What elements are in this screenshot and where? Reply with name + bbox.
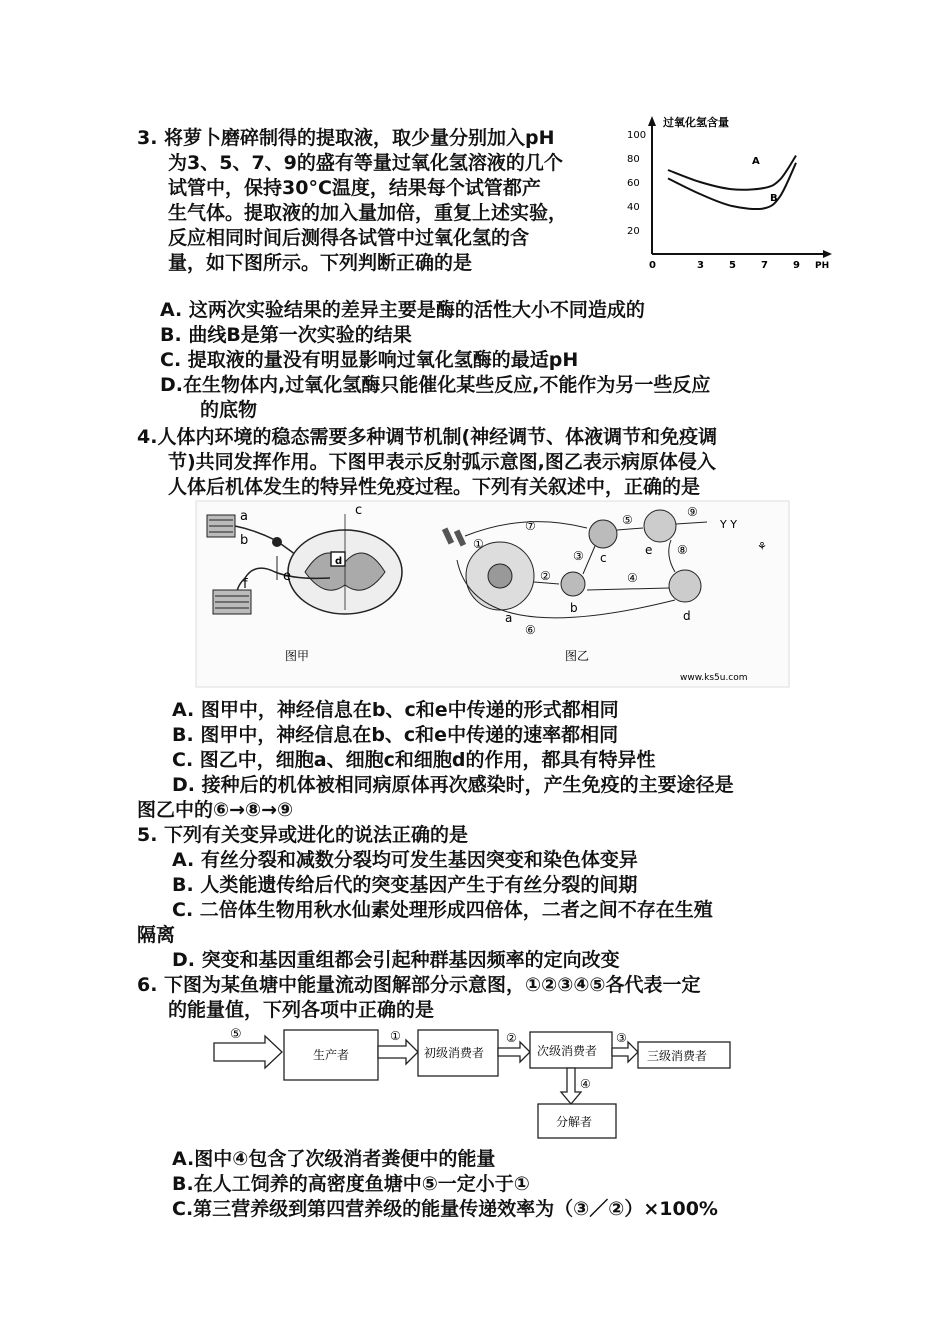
- q5-option-c: C. 二倍体生物用秋水仙素处理形成四倍体，二者之间不存在生殖: [172, 899, 713, 921]
- num-3: ③: [573, 549, 584, 563]
- q3-option-d: D.在生物体内,过氧化氢酶只能催化某些反应,不能作为另一些反应: [160, 374, 711, 396]
- num-4: ④: [627, 571, 638, 585]
- x-tick-label: 3: [697, 260, 704, 271]
- x-tick-label: 9: [793, 260, 800, 271]
- y-tick-label: 60: [627, 178, 640, 189]
- q6-option-a: A.图中④包含了次级消者粪便中的能量: [172, 1148, 496, 1170]
- arrow-5: [214, 1036, 282, 1068]
- q3-stem-line: 试管中，保持30°C温度，结果每个试管都产: [168, 177, 541, 199]
- cell-c-label: c: [600, 551, 607, 565]
- q4-figure: [195, 500, 790, 688]
- arrow-1: [378, 1040, 418, 1064]
- arrow-5-label: ⑤: [230, 1027, 242, 1042]
- q4-stem-line: 4.人体内环境的稳态需要多种调节机制(神经调节、体液调节和免疫调: [137, 426, 718, 448]
- q4-option-d: D. 接种后的机体被相同病原体再次感染时，产生免疫的主要途径是: [172, 774, 734, 796]
- cell-d: [669, 570, 701, 602]
- curve-b-label: B: [770, 193, 778, 204]
- num-8: ⑧: [677, 543, 688, 557]
- q5-option-b: B. 人类能遗传给后代的突变基因产生于有丝分裂的间期: [172, 874, 638, 896]
- watermark: www.ks5u.com: [680, 673, 748, 683]
- letter-c: c: [355, 503, 363, 518]
- num-9: ⑨: [687, 505, 698, 519]
- producer-label: 生产者: [313, 1048, 350, 1062]
- q6-option-b: B.在人工饲养的高密度鱼塘中⑤一定小于①: [172, 1173, 530, 1195]
- q5-stem: 5. 下列有关变异或进化的说法正确的是: [137, 824, 469, 846]
- q4-option-c: C. 图乙中，细胞a、细胞c和细胞d的作用，都具有特异性: [172, 749, 656, 771]
- letter-f: f: [243, 577, 248, 592]
- q6-stem-line: 6. 下图为某鱼塘中能量流动图解部分示意图，①②③④⑤各代表一定: [137, 974, 701, 996]
- num-7: ⑦: [525, 519, 536, 533]
- cell-e-label: e: [645, 543, 653, 557]
- svg-text:Y Y: Y Y: [720, 518, 737, 531]
- num-5: ⑤: [622, 513, 633, 527]
- curve-a-label: A: [752, 156, 760, 167]
- chart-title: 过氧化氢含量: [663, 116, 729, 129]
- x-tick-label: 7: [761, 260, 768, 271]
- q3-stem-line: 反应相同时间后测得各试管中过氧化氢的含: [168, 227, 530, 249]
- curve-a: [668, 156, 796, 190]
- q6-stem-line: 的能量值，下列各项中正确的是: [168, 999, 435, 1021]
- y-tick-label: 80: [627, 154, 640, 165]
- letter-e: e: [283, 569, 291, 584]
- y-tick-label: 100: [627, 130, 647, 141]
- q3-chart: [625, 112, 840, 277]
- y-tick-label: 40: [627, 202, 640, 213]
- tertiary-label: 三级消费者: [647, 1049, 708, 1063]
- letter-b: b: [240, 533, 249, 548]
- q4-option-a: A. 图甲中，神经信息在b、c和e中传递的形式都相同: [172, 699, 619, 721]
- arrow-2-label: ②: [506, 1031, 517, 1045]
- x-unit: PH: [815, 261, 830, 271]
- q3-option-d-cont: 的底物: [200, 399, 258, 421]
- svg-text:⚘: ⚘: [757, 540, 767, 553]
- x-tick-label: 0: [649, 260, 656, 271]
- arrow-4-label: ④: [580, 1077, 591, 1091]
- cell-a-label: a: [505, 611, 513, 625]
- primary-label: 初级消费者: [424, 1046, 485, 1060]
- x-tick-label: 5: [729, 260, 736, 271]
- y-axis-arrow: [648, 116, 656, 126]
- arrow-2: [498, 1042, 530, 1062]
- cell-c: [589, 520, 617, 548]
- cell-b-label: b: [570, 601, 578, 615]
- cell-e: [644, 510, 676, 542]
- q3-option-a: A. 这两次实验结果的差异主要是酶的活性大小不同造成的: [160, 299, 645, 321]
- q4-option-d-cont: 图乙中的⑥→⑧→⑨: [137, 799, 294, 821]
- q3-stem-line: 生气体。提取液的加入量加倍，重复上述实验，: [168, 202, 568, 224]
- q3-stem-line: 量，如下图所示。下列判断正确的是: [168, 252, 473, 274]
- y-tick-label: 20: [627, 226, 640, 237]
- secondary-label: 次级消费者: [537, 1044, 598, 1058]
- q4-option-b: B. 图甲中，神经信息在b、c和e中传递的速率都相同: [172, 724, 619, 746]
- decomposer-label: 分解者: [556, 1115, 593, 1129]
- q5-option-d: D. 突变和基因重组都会引起种群基因频率的定向改变: [172, 949, 620, 971]
- q3-stem-line: 3. 将萝卜磨碎制得的提取液，取少量分别加入pH: [137, 127, 555, 149]
- num-2: ②: [540, 569, 551, 583]
- q4-stem-line: 节)共同发挥作用。下图甲表示反射弧示意图,图乙表示病原体侵入: [168, 451, 716, 473]
- q5-option-c-cont: 隔离: [137, 924, 176, 946]
- arrow-3-label: ③: [616, 1031, 627, 1045]
- q5-option-a: A. 有丝分裂和减数分裂均可发生基因突变和染色体变异: [172, 849, 638, 871]
- q3-option-b: B. 曲线B是第一次实验的结果: [160, 324, 412, 346]
- label-yi: 图乙: [565, 649, 590, 663]
- letter-a: a: [240, 509, 248, 524]
- num-1: ①: [473, 537, 484, 551]
- q6-option-c: C.第三营养级到第四营养级的能量传递效率为（③／②）×100%: [172, 1198, 718, 1220]
- arrow-1-label: ①: [390, 1029, 401, 1043]
- q4-stem-line: 人体后机体发生的特异性免疫过程。下列有关叙述中，正确的是: [168, 476, 701, 498]
- letter-d: d: [335, 556, 343, 567]
- num-6: ⑥: [525, 623, 536, 637]
- cell-b: [561, 572, 585, 596]
- ganglion: [272, 537, 282, 547]
- arrow-3: [612, 1042, 638, 1062]
- energy-flow-diagram: [210, 1024, 740, 1144]
- arrow-4: [561, 1068, 581, 1104]
- q3-stem-line: 为3、5、7、9的盛有等量过氧化氢溶液的几个: [168, 152, 563, 174]
- cell-d-label: d: [683, 609, 691, 623]
- x-axis-arrow: [823, 250, 832, 258]
- q3-option-c: C. 提取液的量没有明显影响过氧化氢酶的最适pH: [160, 349, 579, 371]
- label-jia: 图甲: [285, 649, 310, 663]
